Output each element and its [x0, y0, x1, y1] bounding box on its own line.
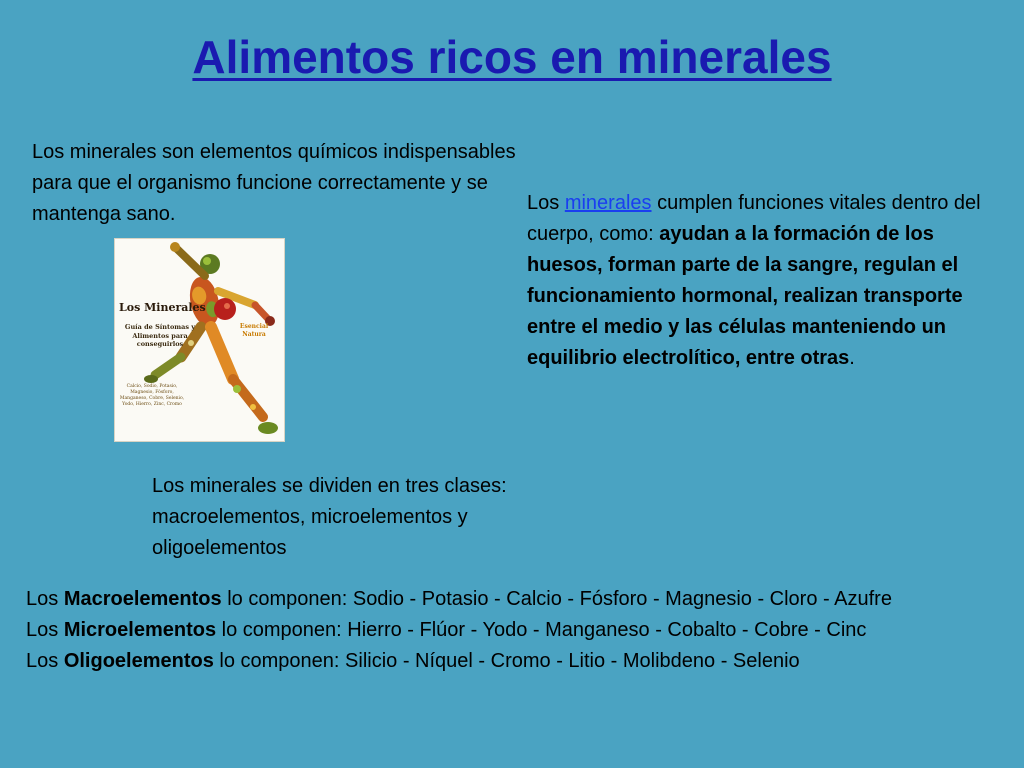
component-prefix: Los — [26, 650, 64, 672]
component-prefix: Los — [26, 588, 64, 610]
component-name: Microelementos — [63, 619, 217, 641]
book-cover-image — [114, 238, 285, 442]
component-detail: lo componen: Silicio - Níquel - Cromo - Litio - Molibdeno - Selenio — [213, 650, 800, 672]
component-detail: lo componen: Sodio - Potasio - Calcio - Fósforo - Magnesio - Cloro - Azufre — [221, 588, 892, 610]
functions-paragraph — [527, 188, 1002, 374]
component-row-macro — [26, 584, 1021, 615]
component-name: Macroelementos — [63, 588, 222, 610]
component-name: Oligoelementos — [63, 650, 214, 672]
slide-title: Alimentos ricos en minerales — [192, 31, 832, 83]
component-row-oligo — [26, 646, 1021, 677]
book-subtitle: Guía de Síntomas y Alimentos para conseguirlos — [124, 323, 196, 348]
minerales-link[interactable]: minerales — [564, 192, 652, 214]
functions-text-end: . — [849, 347, 855, 369]
components-list — [26, 584, 1021, 677]
book-mineral-list: Calcio, Sodio, Potasio, Magnesio, Fósforo, Manganeso, Cobre, Selenio, Yodo, Hierro, Zinc, Cromo — [119, 384, 185, 407]
classes-paragraph: Los minerales se dividen en tres clases: macroelementos, microelementos y oligoelementos — [152, 475, 507, 559]
book-title: Los Minerales — [119, 301, 206, 314]
book-publisher: Esencial Natura — [239, 323, 269, 338]
component-detail: lo componen: Hierro - Flúor - Yodo - Manganeso - Cobalto - Cobre - Cinc — [216, 619, 867, 641]
functions-bold-text: ayudan a la formación de los huesos, forman parte de la sangre, regulan el funcionamiento hormonal, realizan transporte entre el medio y las células manteniendo un equilibrio electrolítico, entre otras — [527, 223, 963, 369]
component-row-micro — [26, 615, 1021, 646]
intro-paragraph: Los minerales son elementos químicos indispensables para que el organismo funcione correctamente y se mantenga sano. — [32, 141, 516, 225]
functions-text-middle: cumplen funciones vitales dentro del cuerpo, como: — [527, 192, 981, 245]
functions-text-start: Los — [527, 192, 565, 214]
component-prefix: Los — [26, 619, 64, 641]
